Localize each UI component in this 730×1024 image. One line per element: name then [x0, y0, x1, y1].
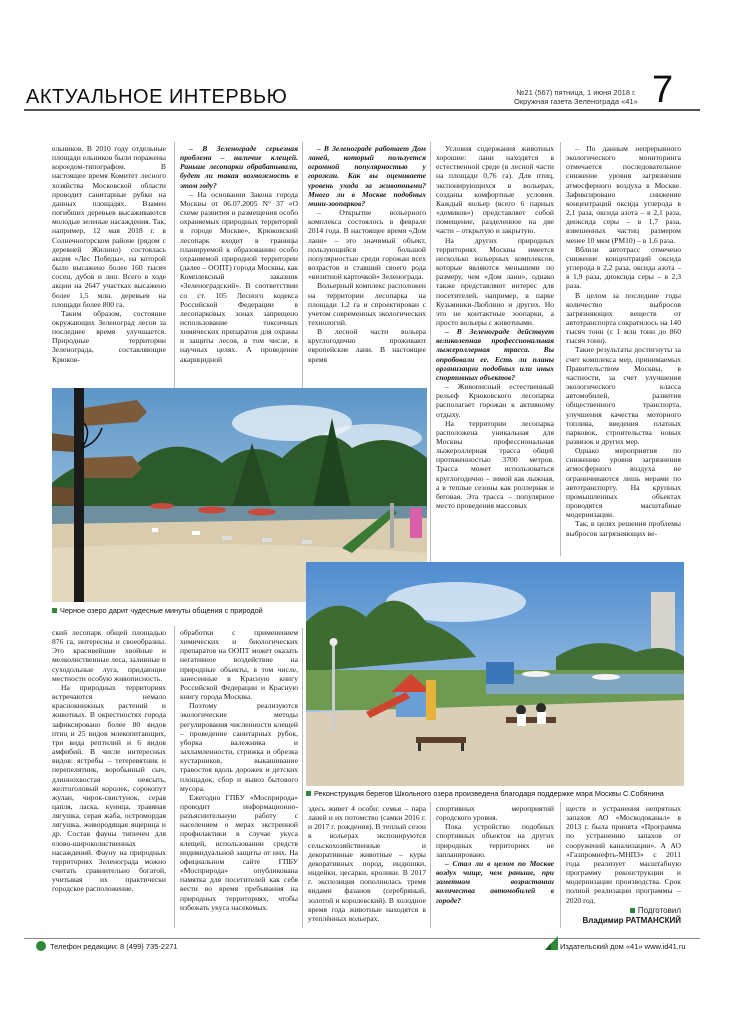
paragraph: ельников. В 2010 году отдельные площади ельников были поражены короедом-типографом. В настоящее время Комитет лесного хозяйства Московской области проводит санитарные рубки на данных площадях. Взамен погибших деревьев высаживаются молодые зеленые насаждения. Так, например, 12 мая 2018 г. в Солнечногорском районе (рядом с деревней Жилино) состоялась акция «Лес Победы», на которой было высажено более 160 тысяч сосен, дубов и лип. Всего в ходе акции на 2647 участках высажено более 1,5 млн. деревьев на площади более 800 га.: [52, 144, 166, 309]
signature-marker-icon: [630, 908, 635, 913]
paragraph: На природных территориях встречаются немало краснокнижных растений и животных. В окрестностях города зафиксировано более 80 видов птиц и 25 видов млекопитающих, три вида рептилий и 6 видов амфибий. В числе интересных видов: ястребы – тетеревятник и перепелятник, воробьиный сыч, длиннохвостая неясыть, желтоголовый королек, сорокопут жулан, чирок-свистунок, серая цапля, ласка, куница, травяная лягушка, серая жаба, остромордая лягушка, живородящая ящерица и др. Состав фауны типичен для еловo-широколиственных насаждений. Фауну на природных территориях Зеленограда можно считать сравнительно богатой, учитывая их практически городское расположение.: [52, 682, 166, 894]
paragraph: здесь живет 4 особи: семья – пара ланей и их потомство (самки 2016 г. и 2017 г. рождения). В теплый сезон в вольерах экспонируются сельскохозяйственные и декоративные животные – куры декоративных пород, индюшки, индейки, цесарки, кролики. В 2017 г. экспозиция пополнилась тремя видами фазанов (серебряный, золотой и королевский). В холодное время года животные находятся в утеплённых вольерах.: [308, 804, 426, 923]
paragraph: – В Зеленограде действует великолепная профессиональная лыжероллерная трасса. Вы опробовали ее. Есть ли планы организации подобных или иных спортивных объектов?: [436, 327, 554, 382]
paragraph: – Стал ли в целом по Москве воздух чище, чем раньше, при заметном возрастании количества автомобилей в городе?: [436, 858, 554, 905]
paragraph: Условия содержания животных хорошие: лани находятся в естественной среде (в лесной части на площади 0,76 га). Для птиц, экспонирующихся в вольерах, созданы комфортные условия. Каждый вольер (всего 6 парных «домиков») представляет собой помещение, разделенное на две части – открытую и закрытую.: [436, 144, 554, 236]
photo-school-lake: [306, 562, 684, 786]
paragraph: Вблизи автотрасс отмечено снижение концентраций оксида углерода в 2,2 раза, оксида азота – в 1,9 раза, диоксида серы – в 2,3 раза.: [566, 244, 681, 291]
column-divider: [560, 142, 561, 556]
text-column-8: [308, 804, 426, 928]
issue-line: №21 (567) пятница, 1 июня 2018 г.: [516, 88, 636, 97]
paragraph: На других природных территориях Москвы имеется несколько вольерных комплексов, которые являются меньшими по размеру, чем «Дом лани», однако также представляют интерес для посетителей, например, в парке Кузьминки-Люблино и других. Но это не контактные зоопарки, а просто вольеры с животными.: [436, 235, 554, 327]
text-column-7: [180, 628, 298, 928]
paragraph: Так, в целях решения проблемы выбросов загрязняющих ве-: [566, 519, 681, 538]
column-divider: [302, 142, 303, 388]
paragraph: Такие результаты достигнуты за счет комплекса мер, принимаемых Правительством Москвы, в частности, за счет улучшения экологического класса автомобилей, развития общественного транспорта, улучшения качества моторного топлива, введения платных парковок, строительства новых развязок и других мер.: [566, 345, 681, 446]
author-name: Владимир РАТМАНСКИЙ: [582, 916, 681, 925]
column-divider: [174, 626, 175, 928]
footer-rule: [24, 938, 700, 939]
paragraph: На территории лесопарка расположена уникальная для Москвы профессиональная лыжероллерная трасса общей протяженностью 3700 метров. Трасса может использоваться круглогодично – зимой как лыжная, а в теплые сезоны как роллерная и беговая. Эта трасса – популярное место проведения массовых: [436, 418, 554, 511]
text-column-5: [566, 144, 681, 554]
paragraph: – В Зеленограде серьезная проблема – наличие клещей. Раньше лесопарки обрабатывали, будет ли такая возможность в этом году?: [180, 144, 298, 190]
column-divider: [302, 628, 303, 928]
paragraph: Однако мероприятия по снижению уровня загрязнения атмосферного воздуха не ограничиваются лишь мерами по автотранспорту. На крупных промышленных объектах проводятся масштабные модернизации.: [566, 446, 681, 520]
paragraph: – На основании Закона города Москвы от 06.07.2005 N° 37 «О схеме развития и размещения особо охраняемых природных территорий в городе Москве», Крюковский лесопарк входит в границы планируемой к образованию особо охраняемой природной территории (далее – ООПТ) города Москвы, как Комплексный заказник «Зеленоградский». В соответствии со ст. 105 Лесного кодекса Российской Федерации в лесопарковых зонах запрещено использование токсичных химических препаратов для охраны и защиты лесов, в том числе, в научных целях. А проведение акарицидной: [180, 189, 298, 364]
paragraph: – По данным непрерывного экологического мониторинга отмечается последовательное снижение уровня загрязнения атмосферного воздуха в Москве. Зафиксировано снижение концентраций оксида углерода в 2,1 раза, оксида азота – в 2,1 раза, диоксида серы – в 1,7 раза, взвешенных частиц размером менее 10 мкм (РМ10) – в 1,6 раза.: [566, 144, 681, 245]
text-column-9: [436, 804, 554, 928]
column-divider: [560, 802, 561, 928]
paragraph: Поэтому реализуются экологические методы регулирования численности клещей – проведение санитарных рубок, уборка валежника и захламленности, стрижка и обрезка кустарников, выкашивание травостоя вдоль дорожек и детских площадок, сбор и вывоз бытового мусора.: [180, 701, 298, 793]
column-divider: [430, 142, 431, 562]
issue-info: [514, 88, 636, 106]
paragraph: Пока устройство подобных спортивных объектов на других природных территориях не запланировано.: [436, 822, 554, 859]
caption-marker-icon: [306, 791, 311, 796]
paper-line: Окружная газета Зеленограда «41»: [514, 97, 638, 106]
paragraph: – Открытие вольерного комплекса состоялось в феврале 2014 года. В настоящее время «Дом лани» – это значимый объект, пользующийся большой популярностью среди горожан всех возрастов и ставший своего рода «визитной карточкой» Зеленограда.: [308, 208, 426, 282]
photo-caption-2-text: Реконструкция берегов Школьного озера произведена благодаря поддержке мэра Москвы С.Собянина: [314, 789, 664, 798]
publisher-logo-icon: [545, 936, 558, 950]
text-column-2: [180, 144, 298, 384]
text-column-10: [566, 804, 681, 904]
photo-caption-1-text: Черное озеро дарит чудесные минуты общения с природой: [60, 606, 263, 615]
page-number: 7: [652, 69, 674, 111]
photo-caption-1: [52, 606, 263, 615]
paragraph: Ежегодно ГПБУ «Мосприрода» проводит информационно-разъяснительную работу с населением о мерах экстренной профилактики в случае укуса клещей, использовании средств индивидуальной защиты от них. На официальном сайте ГПБУ «Мосприрода» опубликована памятка для посетителей как себя вести во время пребывания на природных территориях, чтобы избежать укуса насекомых.: [180, 792, 298, 912]
text-column-1: [52, 144, 166, 384]
prepared-label: Подготовил: [637, 906, 681, 915]
editorial-phone: Телефон редакции: 8 (499) 735-2271: [50, 942, 178, 951]
text-column-6: [52, 628, 166, 928]
text-column-4: [436, 144, 554, 562]
photo-caption-2: [306, 789, 664, 798]
section-title: АКТУАЛЬНОЕ ИНТЕРВЬЮ: [26, 86, 288, 108]
school-lake-image: [306, 562, 684, 786]
paragraph: – В Зеленограде работает Дом ланей, который пользуется огромной популярностью у горожан. Как вы оцениваете уровень ухода за животными? Много ли в Москве подобных мини-зоопарков?: [308, 144, 426, 208]
caption-marker-icon: [52, 608, 57, 613]
paragraph: – Живописный естественный рельеф Крюковского лесопарка располагает горожан к активному отдыху.: [436, 382, 554, 419]
paragraph: Вольерный комплекс расположен на территории лесопарка на площади 1,2 га и спроектирован с учетом современных экологических технологий.: [308, 281, 426, 327]
text-column-3: [308, 144, 426, 384]
paragraph: спортивных мероприятий городского уровня.: [436, 804, 554, 823]
phone-icon: [36, 941, 46, 951]
header-rule: [24, 109, 700, 111]
paragraph: В целом за последние годы количество выбросов загрязняющих веществ от автотранспорта сократилось на 140 тысяч тонн (с 1 млн тонн до 860 тысяч тонн).: [566, 290, 681, 346]
paragraph: ществ и устранения непрятных запахов АО «Мосводоканал» в 2013 г. была принята «Программа по устранению запахов от сооружений канализации». А АО «Газпромнефть-МНПЗ» с 2011 года реализует масштабную программу реконструкции и модернизации производства. Срок полной реализации программы – 2020 год.: [566, 804, 681, 904]
paragraph: Таким образом, состояние окружающих Зеленоград лесов за последнее время улучшается. Природные территории Зеленограда, составляющие Крюков-: [52, 308, 166, 364]
column-divider: [430, 802, 431, 928]
paragraph: ский лесопарк общей площадью 876 га, интересны и своеобразны. Это красивейшие хвойные и мелколиственные леса, заливные и суходольные луга, придающие местности особую живописность.: [52, 628, 166, 683]
author-signature: [566, 906, 681, 926]
column-divider: [174, 142, 175, 388]
publisher-info: Издательский дом «41» www.id41.ru: [560, 942, 686, 951]
paragraph: обработки с применением химических и биологических препаратов на ООПТ может оказать негативное воздействие на природные объекты, в том числе, занесенные в Красную книгу Российской Федерации и Красную книгу города Москвы.: [180, 628, 298, 702]
paragraph: В лесной части вольера круглогодично проживают европейские лани. В настоящее время: [308, 327, 426, 364]
